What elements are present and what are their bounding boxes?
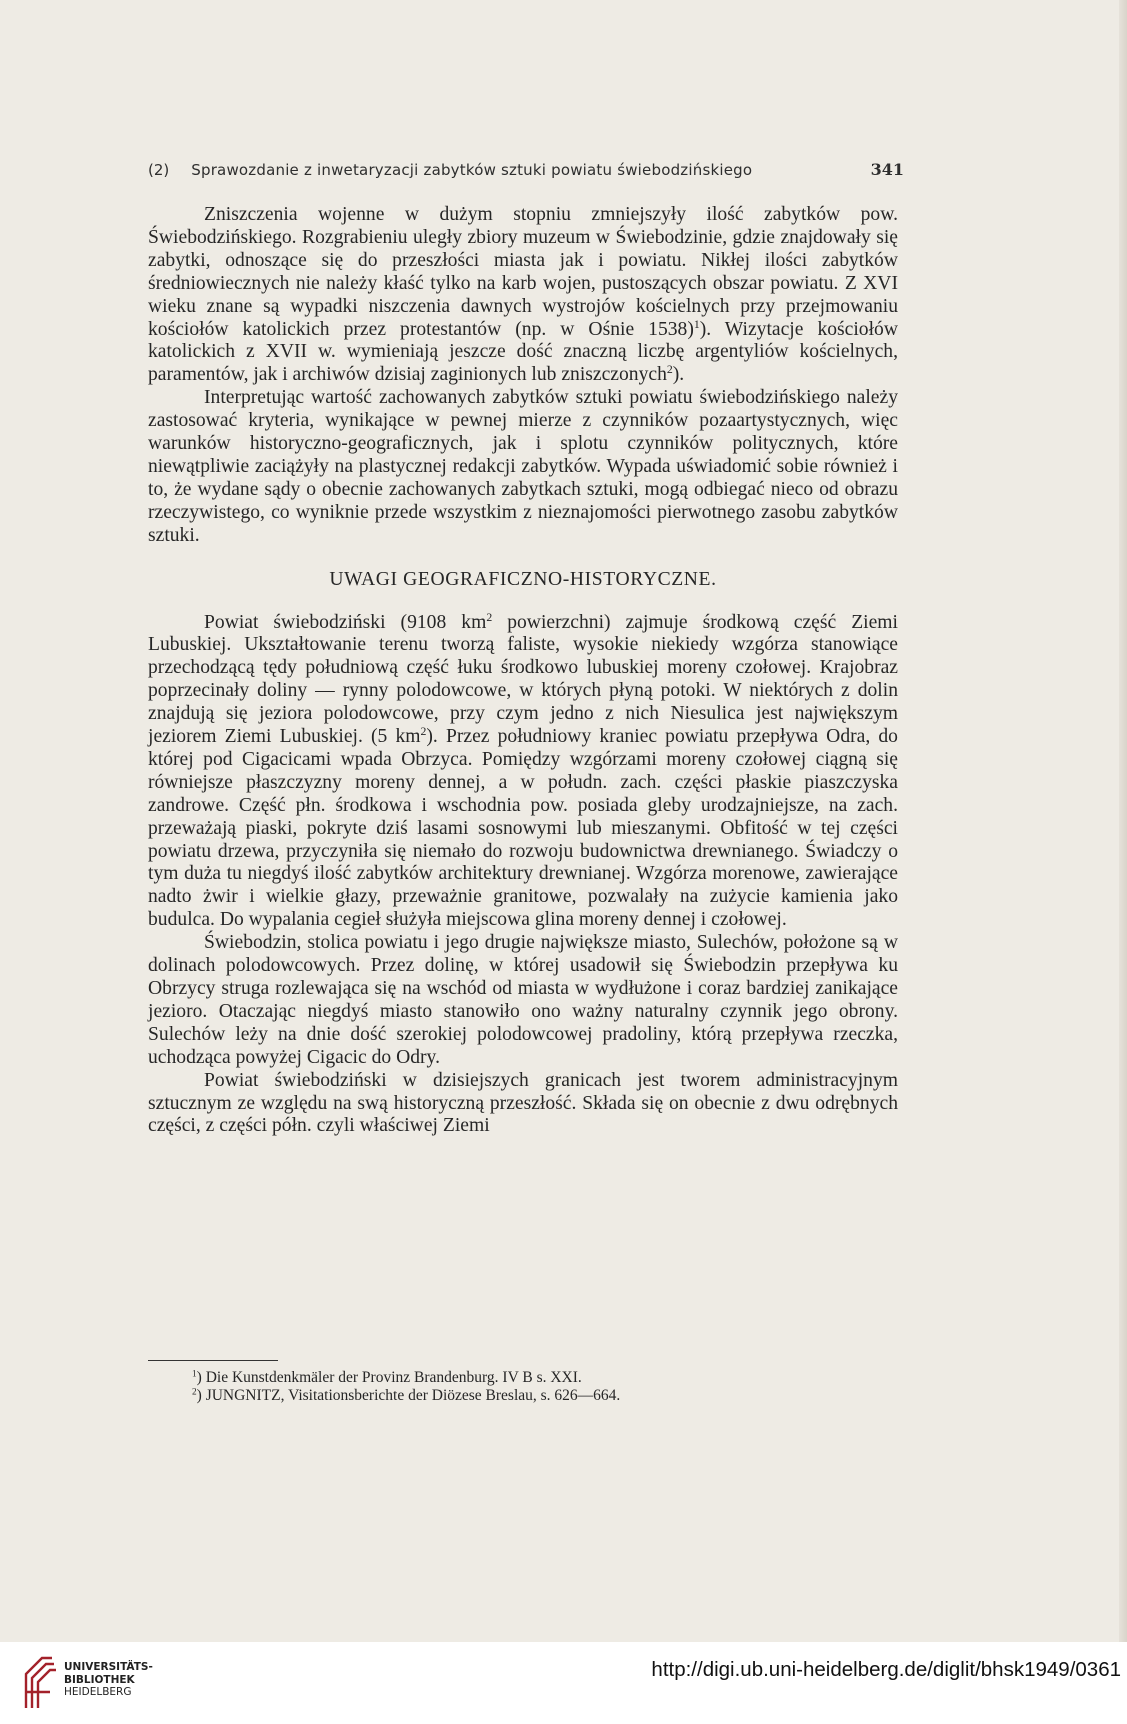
paragraph-text: Powiat świebodziński (9108 km: [204, 611, 487, 633]
footer-bar: [0, 1642, 1127, 1724]
footnote-text: ) JUNGNITZ, Visitationsberichte der Diözese Breslau, s. 626—664.: [196, 1386, 621, 1404]
superscript: 2: [486, 610, 493, 624]
permalink-url[interactable]: http://digi.ub.uni-heidelberg.de/diglit/bhsk1949/0361: [651, 1658, 1121, 1681]
section-heading: UWAGI GEOGRAFICZNO-HISTORYCZNE.: [329, 568, 717, 590]
paragraph-text: ). Wizytacje kościołów katolickich z XVII w. wymieniają jeszcze dość znaczną liczbę argentyliów kościelnych, paramentów, jak i archiwów dzisiaj zaginionych lub zniszczonych: [148, 318, 898, 386]
footnote-ref: 2: [666, 363, 673, 377]
footnote-1: [148, 1369, 898, 1387]
paragraph-text: powierzchni) zajmuje środkową część Ziemi Lubuskiej. Ukształtowanie terenu tworzą faliste, wysokie niekiedy wzgórza stanowiące przechodzącą tędy południową część łuku środkowo lubuskiej moreny czołowej. Krajobraz poprzecinały doliny — rynny polodowcowe, w których płyną potoki. W niektórych z dolin znajdują się jeziora polodowcowe, przy czym jedno z nich Niesulica jest największym jeziorem Ziemi Lubuskiej. (5 km: [148, 611, 898, 748]
footnote-number: 2: [192, 1386, 197, 1397]
library-name: [64, 1661, 153, 1699]
paragraph-text: Zniszczenia wojenne w dużym stopniu zmniejszyły ilość zabytków pow. Świebodzińskiego. Rozgrabieniu uległy zbiory muzeum w Świebodzinie, gdzie znajdowały się zabytki, odnoszące się do przeszłości miasta jak i powiatu. Nikłej ilości zabytków średniowiecznych nie należy kłaść tylko na karb wojen, pustoszących obszar powiatu. Z XVI wieku znane są wypadki niszczenia dawnych wystrojów kościelnych przy przejmowaniu kościołów katolickich przez protestantów (np. w Ośnie 1538): [148, 204, 898, 340]
paragraph-2: Interpretując wartość zachowanych zabytków sztuki powiatu świebodzińskiego należy zastosować kryteria, wynikające w pewnej mierze z czynników pozaartystycznych, więc warunków historyczno-geograficznych, jak i splotu czynników politycznych, które niewątpliwie zaciążyły na plastycznej redakcji zabytków. Wypada uświadomić sobie również i to, że wydane sądy o obecnie zachowanych zabytkach sztuki, mogą odbiegać nieco od obrazu rzeczywistego, co wyniknie przede wszystkim z nieznajomości pierwotnego zasobu zabytków sztuki.: [148, 387, 898, 546]
library-name-line: BIBLIOTHEK: [64, 1673, 135, 1686]
footnote-ref: 1: [693, 317, 700, 331]
library-name-line: HEIDELBERG: [64, 1686, 132, 1698]
footnote-2: [148, 1387, 898, 1405]
running-title: Sprawozdanie z inwetaryzacji zabytków sztuki powiatu świebodzińskiego: [191, 161, 753, 179]
paragraph-text: ). Przez południowy kraniec powiatu przepływa Odra, do której pod Cigacicami wpada Obrzyca. Pomiędzy wzgórzami moreny czołowej ciągną się równiejsze płaszczyzny moreny dennej, a w połudn. zach. części płaskie piaszczyska zandrowe. Część płn. środkowa i wschodnia pow. posiada gleby urodzajniejsze, na zach. przeważają piaski, pokryte dziś lasami sosnowymi lub mieszanymi. Obfitość w tej części powiatu drzewa, przyczyniła się niemało do rozwoju budownictwa drewnianego. Świadczy o tym duża tu niegdyś ilość zabytków architektury drewnianej. Wzgórza morenowe, zawierające nadto żwir i wielkie głazy, przeważnie granitowe, pozwalały na zużycie kamienia jako budulca. Do wypalania cegieł służyła miejscowa glina moreny dennej i czołowej.: [148, 726, 898, 931]
paragraph-5: Powiat świebodziński w dzisiejszych granicach jest tworem administracyjnym sztucznym ze względu na swą historyczną przeszłość. Składa się on obecnie z dwu odrębnych części, z części półn. czyli właściwej Ziemi: [148, 1069, 898, 1137]
paragraph-text: ).: [672, 364, 685, 386]
footnote-text: ) Die Kunstdenkmäler der Provinz Brandenburg. IV B s. XXI.: [196, 1369, 582, 1386]
section-number: (2): [148, 161, 170, 179]
paragraph-3: [148, 612, 898, 933]
paragraph-4: Świebodzin, stolica powiatu i jego drugie największe miasto, Sulechów, położone są w dolinach polodowcowych. Przez dolinę, w której usadowił się Świebodzin przepływa ku Obrzycy struga rozlewająca się na wschód od miasta w wydłużone i coraz bardziej zanikające jezioro. Otaczając niegdyś miasto stanowiło ono ważny naturalny czynnik jego obrony. Sulechów leży na dnie dość szerokiej polodowcowej pradoliny, którą przepływa rzeczka, uchodząca powyżej Cigacic do Odry.: [148, 932, 898, 1068]
library-name-line: UNIVERSITÄTS-: [64, 1661, 153, 1673]
body-text: [148, 204, 898, 1138]
footnotes: [148, 1360, 898, 1404]
running-head: [148, 160, 904, 179]
library-logo-icon: [22, 1652, 58, 1712]
paragraph-1: [148, 204, 898, 387]
superscript: 2: [420, 724, 427, 738]
footnote-rule: [148, 1360, 278, 1361]
page-number: 341: [870, 160, 904, 179]
footnote-number: 1: [192, 1369, 197, 1380]
